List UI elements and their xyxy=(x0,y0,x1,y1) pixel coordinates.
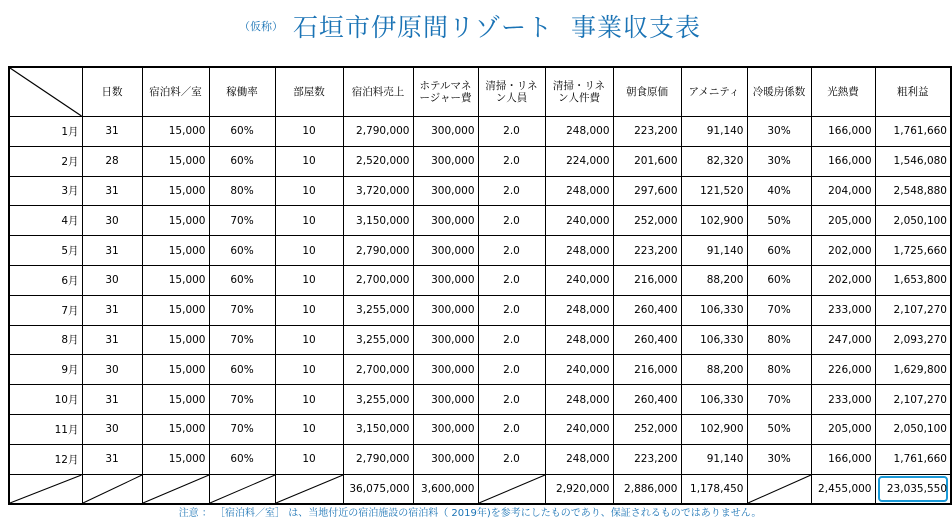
staff-cell: 2.0 xyxy=(478,117,545,147)
column-header: 冷暖房係数 xyxy=(747,67,811,117)
page-title xyxy=(0,8,940,44)
hvac-cell: 30% xyxy=(747,146,811,176)
diagonal-line-icon xyxy=(276,475,343,503)
utility-cell: 204,000 xyxy=(811,176,875,206)
amenity-cell: 102,900 xyxy=(681,206,747,236)
hvac-cell: 30% xyxy=(747,117,811,147)
amenity-cell: 88,200 xyxy=(681,355,747,385)
rooms-cell: 10 xyxy=(275,146,343,176)
labor-cell: 240,000 xyxy=(545,206,613,236)
column-header: 部屋数 xyxy=(275,67,343,117)
days-cell: 30 xyxy=(82,355,142,385)
rate-cell: 15,000 xyxy=(142,206,209,236)
total-sales-cell: 36,075,000 xyxy=(343,474,413,504)
diagonal-line-icon xyxy=(10,475,82,503)
days-cell: 30 xyxy=(82,414,142,444)
rate-cell: 15,000 xyxy=(142,385,209,415)
occ-cell: 80% xyxy=(209,176,275,206)
empty-total-cell xyxy=(142,474,209,504)
sales-cell: 2,520,000 xyxy=(343,146,413,176)
staff-cell: 2.0 xyxy=(478,444,545,474)
mgr-cell: 300,000 xyxy=(413,355,478,385)
hvac-cell: 40% xyxy=(747,176,811,206)
month-cell: 1月 xyxy=(9,117,82,147)
days-cell: 31 xyxy=(82,325,142,355)
rooms-cell: 10 xyxy=(275,444,343,474)
occ-cell: 60% xyxy=(209,146,275,176)
mgr-cell: 300,000 xyxy=(413,206,478,236)
breakfast-cell: 216,000 xyxy=(613,265,681,295)
mgr-cell: 300,000 xyxy=(413,117,478,147)
rooms-cell: 10 xyxy=(275,265,343,295)
utility-cell: 233,000 xyxy=(811,295,875,325)
mgr-cell: 300,000 xyxy=(413,444,478,474)
staff-cell: 2.0 xyxy=(478,414,545,444)
sales-cell: 3,255,000 xyxy=(343,325,413,355)
days-cell: 31 xyxy=(82,117,142,147)
profit-cell: 2,548,880 xyxy=(875,176,951,206)
empty-total-cell xyxy=(275,474,343,504)
labor-cell: 240,000 xyxy=(545,265,613,295)
days-cell: 31 xyxy=(82,444,142,474)
occ-cell: 60% xyxy=(209,117,275,147)
profit-cell: 1,653,800 xyxy=(875,265,951,295)
empty-total-cell xyxy=(82,474,142,504)
breakfast-cell: 260,400 xyxy=(613,325,681,355)
mgr-cell: 300,000 xyxy=(413,265,478,295)
diagonal-line-icon xyxy=(83,475,142,503)
days-cell: 30 xyxy=(82,265,142,295)
rooms-cell: 10 xyxy=(275,206,343,236)
diagonal-line-icon xyxy=(210,475,275,503)
mgr-cell: 300,000 xyxy=(413,325,478,355)
month-cell: 5月 xyxy=(9,236,82,266)
column-header: 光熱費 xyxy=(811,67,875,117)
occ-cell: 60% xyxy=(209,355,275,385)
utility-cell: 205,000 xyxy=(811,414,875,444)
profit-cell: 1,546,080 xyxy=(875,146,951,176)
amenity-cell: 121,520 xyxy=(681,176,747,206)
hvac-cell: 50% xyxy=(747,206,811,236)
days-cell: 31 xyxy=(82,176,142,206)
month-cell: 9月 xyxy=(9,355,82,385)
rate-cell: 15,000 xyxy=(142,117,209,147)
column-header: 粗利益 xyxy=(875,67,951,117)
breakfast-cell: 260,400 xyxy=(613,385,681,415)
utility-cell: 205,000 xyxy=(811,206,875,236)
labor-cell: 248,000 xyxy=(545,117,613,147)
amenity-cell: 91,140 xyxy=(681,117,747,147)
column-header: 清掃・リネン人件費 xyxy=(545,67,613,117)
rate-cell: 15,000 xyxy=(142,355,209,385)
footnote: 注意 ： ［宿泊料／室］ は、当地付近の宿泊施設の宿泊料（ 2019年)を参考にしたものであり、保証されるものではありません。 xyxy=(178,508,762,519)
mgr-cell: 300,000 xyxy=(413,176,478,206)
labor-cell: 240,000 xyxy=(545,414,613,444)
rooms-cell: 10 xyxy=(275,295,343,325)
totals-row xyxy=(9,474,951,504)
table-row xyxy=(9,355,951,385)
profit-cell: 2,107,270 xyxy=(875,295,951,325)
rate-cell: 15,000 xyxy=(142,325,209,355)
header-row xyxy=(9,67,951,117)
sales-cell: 3,150,000 xyxy=(343,414,413,444)
staff-cell: 2.0 xyxy=(478,385,545,415)
amenity-cell: 88,200 xyxy=(681,265,747,295)
staff-cell: 2.0 xyxy=(478,295,545,325)
title-prefix: （仮称） xyxy=(238,20,283,33)
table-row xyxy=(9,236,951,266)
occ-cell: 60% xyxy=(209,265,275,295)
hvac-cell: 60% xyxy=(747,236,811,266)
rooms-cell: 10 xyxy=(275,117,343,147)
staff-cell: 2.0 xyxy=(478,146,545,176)
diagonal-line-icon xyxy=(10,68,82,116)
amenity-cell: 102,900 xyxy=(681,414,747,444)
hvac-cell: 50% xyxy=(747,414,811,444)
column-header: 朝食原価 xyxy=(613,67,681,117)
labor-cell: 248,000 xyxy=(545,236,613,266)
staff-cell: 2.0 xyxy=(478,236,545,266)
profit-cell: 2,050,100 xyxy=(875,414,951,444)
occ-cell: 70% xyxy=(209,206,275,236)
labor-cell: 248,000 xyxy=(545,385,613,415)
month-cell: 12月 xyxy=(9,444,82,474)
table-row xyxy=(9,176,951,206)
total-profit-cell xyxy=(875,474,951,504)
month-cell: 3月 xyxy=(9,176,82,206)
profit-cell: 1,761,660 xyxy=(875,117,951,147)
utility-cell: 226,000 xyxy=(811,355,875,385)
profit-cell: 2,093,270 xyxy=(875,325,951,355)
profit-cell: 1,725,660 xyxy=(875,236,951,266)
total-amenity-cell: 1,178,450 xyxy=(681,474,747,504)
labor-cell: 240,000 xyxy=(545,355,613,385)
rate-cell: 15,000 xyxy=(142,176,209,206)
days-cell: 31 xyxy=(82,385,142,415)
days-cell: 31 xyxy=(82,295,142,325)
empty-total-cell xyxy=(747,474,811,504)
rooms-cell: 10 xyxy=(275,355,343,385)
utility-cell: 166,000 xyxy=(811,444,875,474)
staff-cell: 2.0 xyxy=(478,206,545,236)
utility-cell: 202,000 xyxy=(811,265,875,295)
hvac-cell: 80% xyxy=(747,325,811,355)
breakfast-cell: 223,200 xyxy=(613,236,681,266)
hvac-cell: 80% xyxy=(747,355,811,385)
profit-loss-table xyxy=(8,66,952,505)
month-cell: 4月 xyxy=(9,206,82,236)
hvac-cell: 30% xyxy=(747,444,811,474)
rate-cell: 15,000 xyxy=(142,146,209,176)
mgr-cell: 300,000 xyxy=(413,385,478,415)
table-row xyxy=(9,265,951,295)
amenity-cell: 106,330 xyxy=(681,385,747,415)
total-utility-cell: 2,455,000 xyxy=(811,474,875,504)
days-cell: 28 xyxy=(82,146,142,176)
sales-cell: 2,790,000 xyxy=(343,236,413,266)
breakfast-cell: 223,200 xyxy=(613,117,681,147)
column-header: ホテルマネージャー費 xyxy=(413,67,478,117)
diagonal-line-icon xyxy=(143,475,209,503)
profit-cell: 1,629,800 xyxy=(875,355,951,385)
header-corner-cell xyxy=(9,67,82,117)
labor-cell: 248,000 xyxy=(545,325,613,355)
breakfast-cell: 297,600 xyxy=(613,176,681,206)
table-row xyxy=(9,206,951,236)
rooms-cell: 10 xyxy=(275,385,343,415)
days-cell: 31 xyxy=(82,236,142,266)
occ-cell: 70% xyxy=(209,325,275,355)
occ-cell: 60% xyxy=(209,236,275,266)
utility-cell: 247,000 xyxy=(811,325,875,355)
month-cell: 10月 xyxy=(9,385,82,415)
staff-cell: 2.0 xyxy=(478,176,545,206)
mgr-cell: 300,000 xyxy=(413,146,478,176)
sales-cell: 2,790,000 xyxy=(343,117,413,147)
sales-cell: 3,720,000 xyxy=(343,176,413,206)
table-row xyxy=(9,444,951,474)
mgr-cell: 300,000 xyxy=(413,295,478,325)
occ-cell: 60% xyxy=(209,444,275,474)
total-mgr-cell: 3,600,000 xyxy=(413,474,478,504)
labor-cell: 224,000 xyxy=(545,146,613,176)
rate-cell: 15,000 xyxy=(142,236,209,266)
rooms-cell: 10 xyxy=(275,236,343,266)
rooms-cell: 10 xyxy=(275,414,343,444)
sales-cell: 2,790,000 xyxy=(343,444,413,474)
amenity-cell: 82,320 xyxy=(681,146,747,176)
hvac-cell: 70% xyxy=(747,385,811,415)
breakfast-cell: 201,600 xyxy=(613,146,681,176)
staff-cell: 2.0 xyxy=(478,265,545,295)
sales-cell: 2,700,000 xyxy=(343,355,413,385)
rooms-cell: 10 xyxy=(275,325,343,355)
breakfast-cell: 216,000 xyxy=(613,355,681,385)
empty-total-cell xyxy=(478,474,545,504)
staff-cell: 2.0 xyxy=(478,355,545,385)
rate-cell: 15,000 xyxy=(142,414,209,444)
diagonal-line-icon xyxy=(479,475,545,503)
month-cell: 7月 xyxy=(9,295,82,325)
table-row xyxy=(9,146,951,176)
column-header: 宿泊料売上 xyxy=(343,67,413,117)
amenity-cell: 91,140 xyxy=(681,236,747,266)
column-header: アメニティ xyxy=(681,67,747,117)
mgr-cell: 300,000 xyxy=(413,414,478,444)
title-main: 石垣市伊原間リゾート xyxy=(292,13,553,42)
profit-cell: 2,050,100 xyxy=(875,206,951,236)
hvac-cell: 70% xyxy=(747,295,811,325)
breakfast-cell: 223,200 xyxy=(613,444,681,474)
table-row xyxy=(9,295,951,325)
total-breakfast-cell: 2,886,000 xyxy=(613,474,681,504)
utility-cell: 166,000 xyxy=(811,117,875,147)
hvac-cell: 60% xyxy=(747,265,811,295)
labor-cell: 248,000 xyxy=(545,295,613,325)
empty-total-cell xyxy=(209,474,275,504)
table-row xyxy=(9,117,951,147)
rate-cell: 15,000 xyxy=(142,265,209,295)
occ-cell: 70% xyxy=(209,385,275,415)
month-cell: 6月 xyxy=(9,265,82,295)
rate-cell: 15,000 xyxy=(142,295,209,325)
month-cell: 2月 xyxy=(9,146,82,176)
profit-cell: 2,107,270 xyxy=(875,385,951,415)
days-cell: 30 xyxy=(82,206,142,236)
occ-cell: 70% xyxy=(209,414,275,444)
amenity-cell: 106,330 xyxy=(681,295,747,325)
amenity-cell: 106,330 xyxy=(681,325,747,355)
labor-cell: 248,000 xyxy=(545,176,613,206)
table-row xyxy=(9,325,951,355)
total-profit-value: 23,035,550 xyxy=(886,482,947,495)
title-sub: 事業収支表 xyxy=(571,13,702,42)
column-header: 宿泊料／室 xyxy=(142,67,209,117)
month-cell: 11月 xyxy=(9,414,82,444)
labor-cell: 248,000 xyxy=(545,444,613,474)
rate-cell: 15,000 xyxy=(142,444,209,474)
diagonal-line-icon xyxy=(748,475,811,503)
amenity-cell: 91,140 xyxy=(681,444,747,474)
column-header: 日数 xyxy=(82,67,142,117)
breakfast-cell: 252,000 xyxy=(613,414,681,444)
total-labor-cell: 2,920,000 xyxy=(545,474,613,504)
table-row xyxy=(9,414,951,444)
utility-cell: 233,000 xyxy=(811,385,875,415)
staff-cell: 2.0 xyxy=(478,325,545,355)
mgr-cell: 300,000 xyxy=(413,236,478,266)
occ-cell: 70% xyxy=(209,295,275,325)
sales-cell: 3,150,000 xyxy=(343,206,413,236)
breakfast-cell: 260,400 xyxy=(613,295,681,325)
sales-cell: 3,255,000 xyxy=(343,295,413,325)
utility-cell: 166,000 xyxy=(811,146,875,176)
column-header: 清掃・リネン人員 xyxy=(478,67,545,117)
table-row xyxy=(9,385,951,415)
month-cell: 8月 xyxy=(9,325,82,355)
sales-cell: 2,700,000 xyxy=(343,265,413,295)
column-header: 稼働率 xyxy=(209,67,275,117)
profit-cell: 1,761,660 xyxy=(875,444,951,474)
utility-cell: 202,000 xyxy=(811,236,875,266)
breakfast-cell: 252,000 xyxy=(613,206,681,236)
empty-total-cell xyxy=(9,474,82,504)
sales-cell: 3,255,000 xyxy=(343,385,413,415)
rooms-cell: 10 xyxy=(275,176,343,206)
